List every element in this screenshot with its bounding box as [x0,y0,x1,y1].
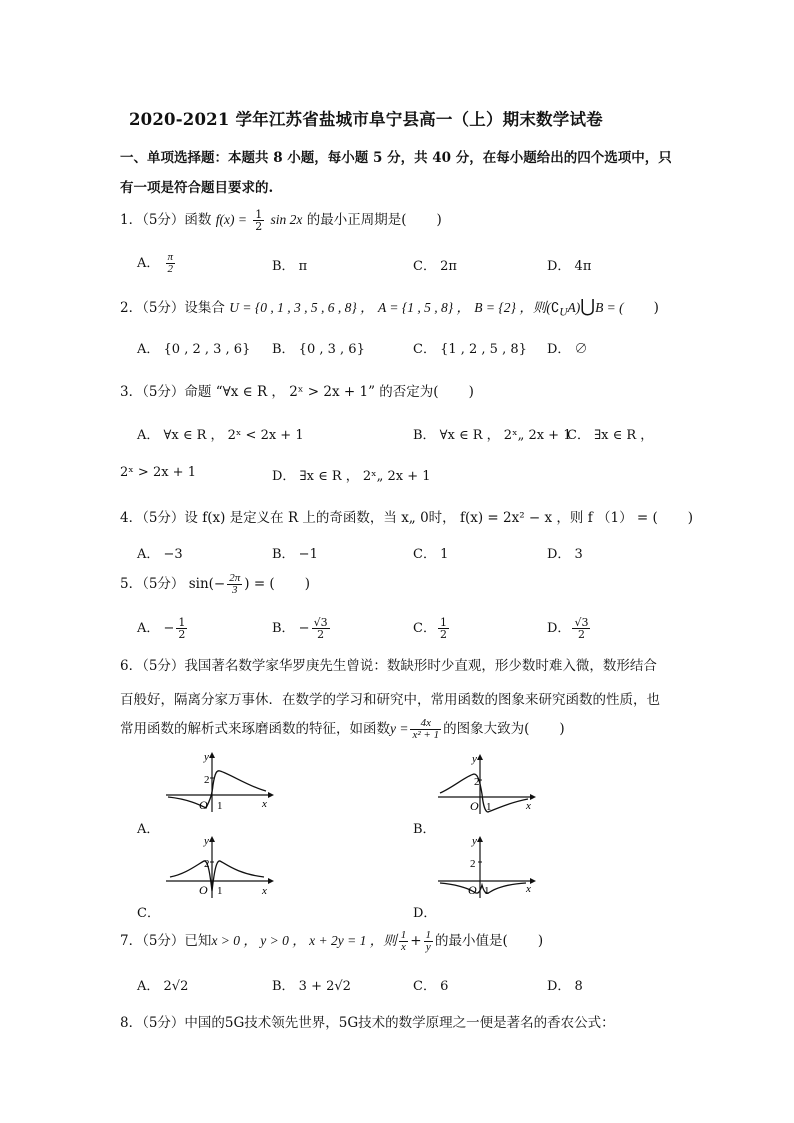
label-y: y [472,835,477,847]
question-7 [120,929,543,953]
section-header-line2: 有一项是符合题目要求的. [120,180,274,196]
question-3 [120,380,474,400]
q5-option-d-num: √3 [574,616,589,629]
q1-frac-num: 1 [255,208,263,221]
q2-option-d[interactable]: D． ∅ [547,342,588,357]
label-one: 1 [484,885,490,897]
x-arrow [268,792,274,798]
label-origin: O [468,883,477,897]
q5-close: ) [304,576,310,592]
q1-fraction [253,209,264,232]
q7-option-c[interactable]: C． 6 [413,979,449,994]
q5-option-b-den: 2 [312,628,330,640]
y-arrow [477,754,483,760]
label-y: y [472,753,477,765]
q6-fraction [410,718,441,741]
y-arrow [209,752,215,758]
question-5 [120,572,310,596]
curve [440,883,526,893]
q6-line3-suffix: 的图象大致为( [443,721,530,737]
q1-option-a-fraction [166,252,176,275]
q7-fraction-1 [399,930,409,953]
q5-option-a-fraction [176,617,187,640]
question-2 [120,296,659,319]
label-x: x [262,885,267,897]
label-y: y [204,835,209,847]
label-two: 2 [204,858,210,870]
q2-prefix: 2．（5分）设集合 [120,300,225,316]
q2-tail: A) [567,300,581,315]
question-6-line2: 百般好，隔离分家万事休．在数学的学习和研究中，常用函数的图象来研究函数的性质，也 [120,692,660,708]
label-origin: O [470,799,479,813]
q3-option-d[interactable]: D． ∃x ∈ R ， 2ˣ„ 2x + 1 [272,469,431,484]
curve [440,774,528,812]
q2-set-b: B = {2} ，则( [474,300,551,315]
q2-option-c[interactable]: C． {1 , 2 , 5 , 8} [413,342,527,357]
q5-fraction [227,573,242,596]
q6-option-c[interactable]: C． [137,906,160,921]
q5-option-b-fraction [312,617,330,640]
q5-option-d-den: 2 [572,628,590,640]
q5-option-d[interactable] [547,617,592,640]
q6-y: y = [390,721,409,736]
question-4 [120,506,693,526]
q3-option-c-cont[interactable]: 2ˣ > 2x + 1 [120,465,196,480]
q3-option-c[interactable]: C． ∃x ∈ R ， [567,428,654,443]
label-x: x [526,800,531,812]
q1-suffix: 的最小正周期是( [306,212,407,228]
label-y: y [204,751,209,763]
q1-option-b[interactable]: B． π [272,259,308,274]
q5-prefix: 5．（5分） sin(− [120,576,226,592]
label-one: 1 [486,801,492,813]
q5-frac-num: 2π [229,572,241,584]
label-two: 2 [204,774,210,786]
q7-condition: x > 0 ， y > 0 ， x + 2y = 1 ，则 [211,933,397,948]
q1-prefix: 1．（5分）函数 [120,212,212,228]
q2-complement-sub: U [559,306,568,319]
q5-option-b[interactable] [272,617,332,640]
q7-f2-den: y [424,941,434,953]
section-header-line1: 一、单项选择题：本题共 8 小题，每小题 5 分，共 40 分，在每小题给出的四个选项中，只 [120,150,672,166]
label-origin: O [199,883,208,897]
label-two: 2 [474,776,480,788]
q1-func: f(x) = [215,212,247,227]
y-arrow [209,836,215,842]
q2-end: B = ( [595,300,624,315]
q7-prefix: 7．（5分）已知 [120,933,212,949]
q7-f1-den: x [399,941,409,953]
q6-frac-num: 4x [420,717,431,729]
q5-suffix: ) = ( [244,576,275,592]
q6-close: ) [559,721,565,737]
q3-option-a[interactable]: A． ∀x ∈ R ， 2ˣ < 2x + 1 [137,428,304,443]
q1-close: ) [436,212,442,228]
q4-text: 4．（5分）设 f(x) 是定义在 R 上的奇函数，当 x„ 0时， f(x) = 2x² − x ，则 f （1） = ( [120,510,658,526]
label-one: 1 [217,885,223,897]
q2-set-u: U = {0 , 1 , 3 , 5 , 6 , 8} ， [229,300,374,315]
q6-option-d[interactable]: D． [413,906,437,921]
q4-close: ) [687,510,694,526]
x-arrow [268,878,274,884]
page-title: 2020-2021 学年江苏省盐城市阜宁县高一（上）期末数学试卷 [129,110,603,129]
q1-rest: sin 2x [270,212,303,227]
q1-option-a-den: 2 [166,263,176,275]
q5-option-a-num: 1 [178,616,186,629]
graph-option-a[interactable] [160,750,280,812]
q7-plus: + [410,933,422,949]
q5-option-c-label: C． [413,621,436,636]
q4-option-c[interactable]: C． 1 [413,547,449,562]
q2-option-a[interactable]: A． {0 , 2 , 3 , 6} [137,342,251,357]
q7-option-b[interactable]: B． 3 + 2√2 [272,979,351,994]
label-two: 2 [470,858,476,870]
q1-option-a[interactable] [137,252,177,275]
q7-close: ) [537,933,544,949]
label-x: x [526,883,531,895]
label-x: x [262,798,267,810]
question-1 [120,208,442,232]
q7-option-d[interactable]: D． 8 [547,979,583,994]
graph-option-d[interactable] [432,834,552,898]
q5-option-a-label: A． − [137,621,175,636]
q7-suffix: 的最小值是( [435,933,508,949]
q2-set-a: A = {1 , 5 , 8} ， [377,300,470,315]
q6-frac-den: x² + 1 [412,729,440,741]
q5-option-c-fraction [438,617,449,640]
q5-option-b-num: √3 [313,616,328,629]
question-6-line1: 6．（5分）我国著名数学家华罗庚先生曾说：数缺形时少直观，形少数时难入微，数形结合 [120,658,657,674]
q7-fraction-2 [424,930,434,953]
q4-option-d[interactable]: D． 3 [547,547,583,562]
question-8: 8．（5分）中国的5G技术领先世界，5G技术的数学原理之一便是著名的香农公式： [120,1015,615,1031]
q1-option-a-label: A． [137,256,160,271]
q3-option-b[interactable]: B． ∀x ∈ R ， 2ˣ„ 2x + 1 [413,428,572,443]
q7-f1-num: 1 [400,929,407,941]
q3-close: ) [468,384,474,400]
q6-option-a[interactable]: A． [137,822,160,837]
q5-option-c-den: 2 [439,628,447,641]
q2-complement: ∁ [550,300,560,316]
q4-option-b[interactable]: B． −1 [272,547,318,562]
q2-close: ) [653,300,659,316]
q1-option-a-num: π [167,251,174,263]
x-arrow [530,794,536,800]
q5-option-d-label: D． [547,621,571,636]
label-one: 1 [217,800,223,812]
graph-option-b[interactable] [432,752,552,814]
graph-option-c[interactable] [160,834,280,898]
q1-option-d[interactable]: D． 4π [547,259,592,274]
q6-line3-prefix: 常用函数的解析式来琢磨函数的特征，如函数 [120,721,390,737]
q1-frac-den: 2 [255,220,263,233]
q5-option-d-fraction [572,617,590,640]
q6-option-b[interactable]: B． [413,822,436,837]
y-arrow [477,836,483,842]
q4-option-a[interactable]: A． −3 [137,547,183,562]
q2-option-b[interactable]: B． {0 , 3 , 6} [272,342,365,357]
x-arrow [530,878,536,884]
q5-option-b-label: B． − [272,621,310,636]
q7-f2-num: 1 [425,929,432,941]
q5-frac-den: 3 [227,584,242,596]
q7-option-a[interactable]: A． 2√2 [137,979,189,994]
q3-text: 3．（5分）命题 “∀x ∈ R ， 2ˣ > 2x + 1” 的否定为( [120,384,439,400]
q5-option-c[interactable] [413,617,451,640]
label-origin: O [199,798,208,812]
question-6-line3 [120,717,565,741]
q5-option-c-num: 1 [439,616,447,629]
q2-union-symbol: ⋃ [580,296,596,317]
q5-option-a[interactable] [137,617,189,640]
q5-option-a-den: 2 [178,628,186,641]
q1-option-c[interactable]: C． 2π [413,259,457,274]
